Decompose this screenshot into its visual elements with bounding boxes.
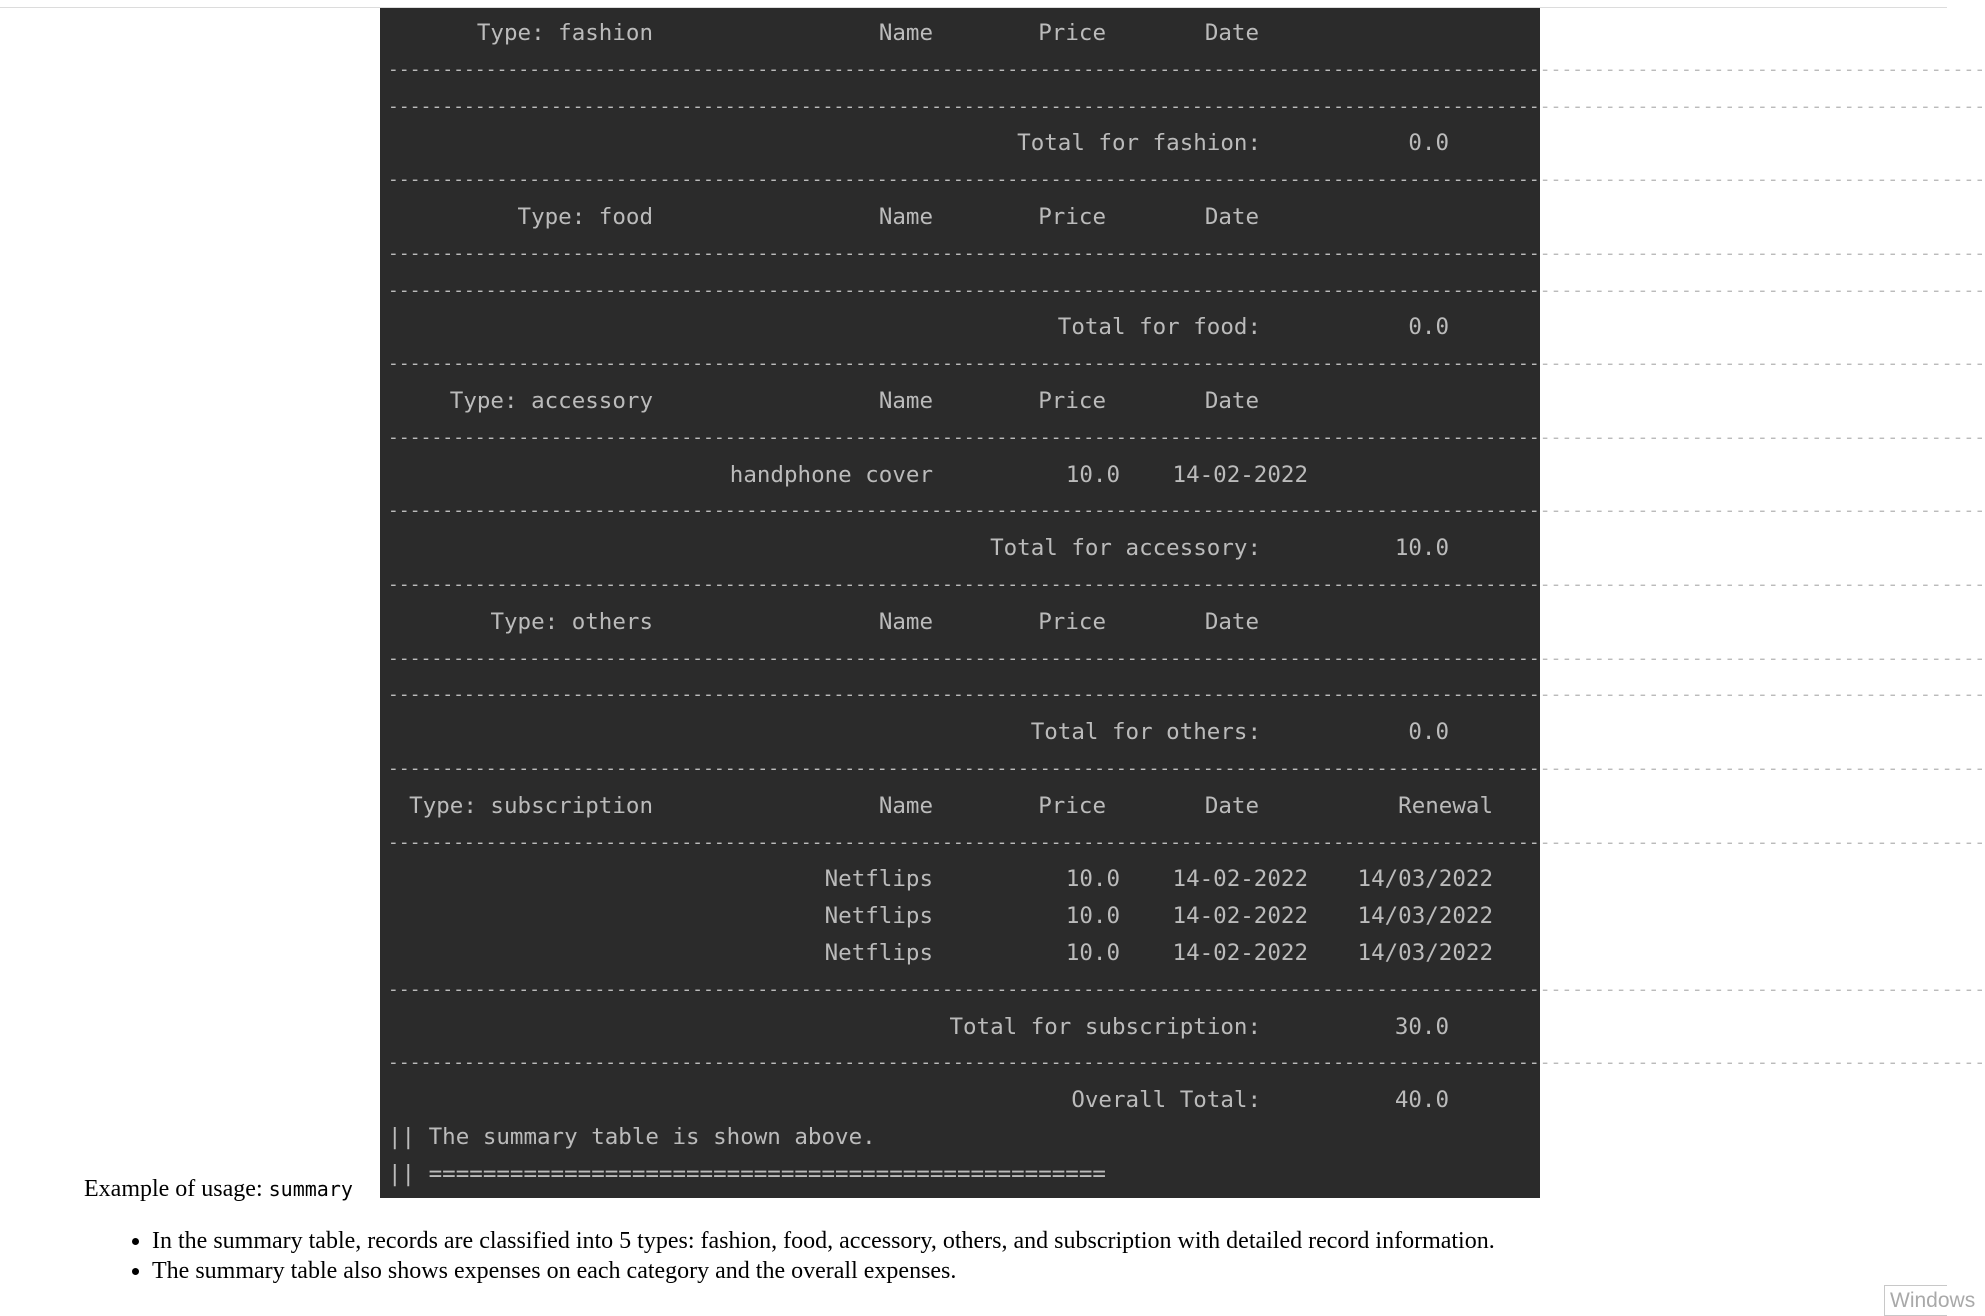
column-header-price: Price [1038, 20, 1106, 46]
record-name: Netflips [824, 866, 933, 893]
separator-line [388, 162, 1523, 198]
separator-line [388, 1045, 1523, 1081]
column-header-date: Date [1204, 388, 1259, 414]
separator-line [388, 236, 1523, 272]
section-total-value: 0.0 [1408, 130, 1449, 157]
column-header-price: Price [1038, 608, 1106, 635]
separator-line [388, 346, 1523, 382]
section-total-value: 0.0 [1408, 314, 1449, 341]
column-header-price: Price [1038, 204, 1106, 230]
column-header-name: Name [878, 204, 933, 230]
column-header-name: Name [878, 792, 933, 819]
section-total-value: 30.0 [1394, 1013, 1449, 1040]
separator-line [388, 567, 1523, 603]
section-type-label: Type: others [490, 608, 653, 635]
section-total-label: Total for food: [1057, 314, 1261, 341]
section-total-label: Total for accessory: [990, 535, 1261, 562]
section-total-label: Total for fashion: [1017, 130, 1261, 157]
windows-watermark: Windows [1884, 1285, 1947, 1316]
section-total-value: 10.0 [1394, 535, 1449, 562]
column-header-renewal: Renewal [1398, 792, 1493, 819]
note-item: • The summary table also shows expenses on each category and the overall expenses. [152, 1256, 1495, 1286]
section-total-label: Total for subscription: [949, 1013, 1261, 1040]
section-type-label: Type: subscription [409, 792, 653, 819]
status-separator: || ================================================== [388, 1160, 1106, 1187]
record-name: Netflips [824, 903, 933, 930]
section-type-label: Type: food [517, 204, 653, 230]
column-header-price: Price [1038, 792, 1106, 819]
separator-line [388, 972, 1523, 1008]
separator-line [388, 677, 1523, 713]
note-item: • In the summary table, records are classified into 5 types: fashion, food, accessory, others, and subscription with detailed record information. [152, 1226, 1495, 1256]
usage-caption [84, 1171, 353, 1207]
record-date: 14-02-2022 [1172, 903, 1308, 930]
record-renewal: 14/03/2022 [1357, 940, 1493, 966]
record-date: 14-02-2022 [1172, 940, 1308, 966]
record-renewal: 14/03/2022 [1357, 866, 1493, 893]
column-header-date: Date [1204, 20, 1259, 46]
terminal-output [380, 8, 1540, 1198]
separator-line [388, 273, 1523, 309]
column-header-date: Date [1204, 792, 1259, 819]
column-header-name: Name [878, 20, 933, 46]
overall-total-value: 40.0 [1394, 1087, 1449, 1114]
column-header-name: Name [878, 608, 933, 635]
overall-total-label: Overall Total: [1071, 1087, 1261, 1114]
section-type-label: Type: fashion [476, 20, 653, 46]
section-total-label: Total for others: [1030, 719, 1261, 746]
section-type-label: Type: accessory [449, 388, 653, 414]
status-message: || The summary table is shown above. [388, 1124, 876, 1150]
record-date: 14-02-2022 [1172, 866, 1308, 893]
separator-line [388, 751, 1523, 787]
record-price: 10.0 [1065, 903, 1120, 930]
caption-command: summary [268, 1177, 353, 1201]
notes-list [0, 1226, 1495, 1286]
caption-prefix: Example of usage: [84, 1176, 269, 1202]
record-date: 14-02-2022 [1172, 461, 1308, 488]
section-total-value: 0.0 [1408, 719, 1449, 746]
record-price: 10.0 [1065, 940, 1120, 966]
record-price: 10.0 [1065, 461, 1120, 488]
separator-line [388, 641, 1523, 677]
column-header-name: Name [878, 388, 933, 414]
record-name: Netflips [824, 940, 933, 966]
separator-line [388, 825, 1523, 861]
record-price: 10.0 [1065, 866, 1120, 893]
separator-line [388, 89, 1523, 125]
separator-line [388, 420, 1523, 456]
column-header-date: Date [1204, 204, 1259, 230]
record-renewal: 14/03/2022 [1357, 903, 1493, 930]
separator-line [388, 493, 1523, 529]
column-header-date: Date [1204, 608, 1259, 635]
record-name: handphone cover [729, 461, 933, 488]
separator-line [388, 52, 1523, 88]
column-header-price: Price [1038, 388, 1106, 414]
